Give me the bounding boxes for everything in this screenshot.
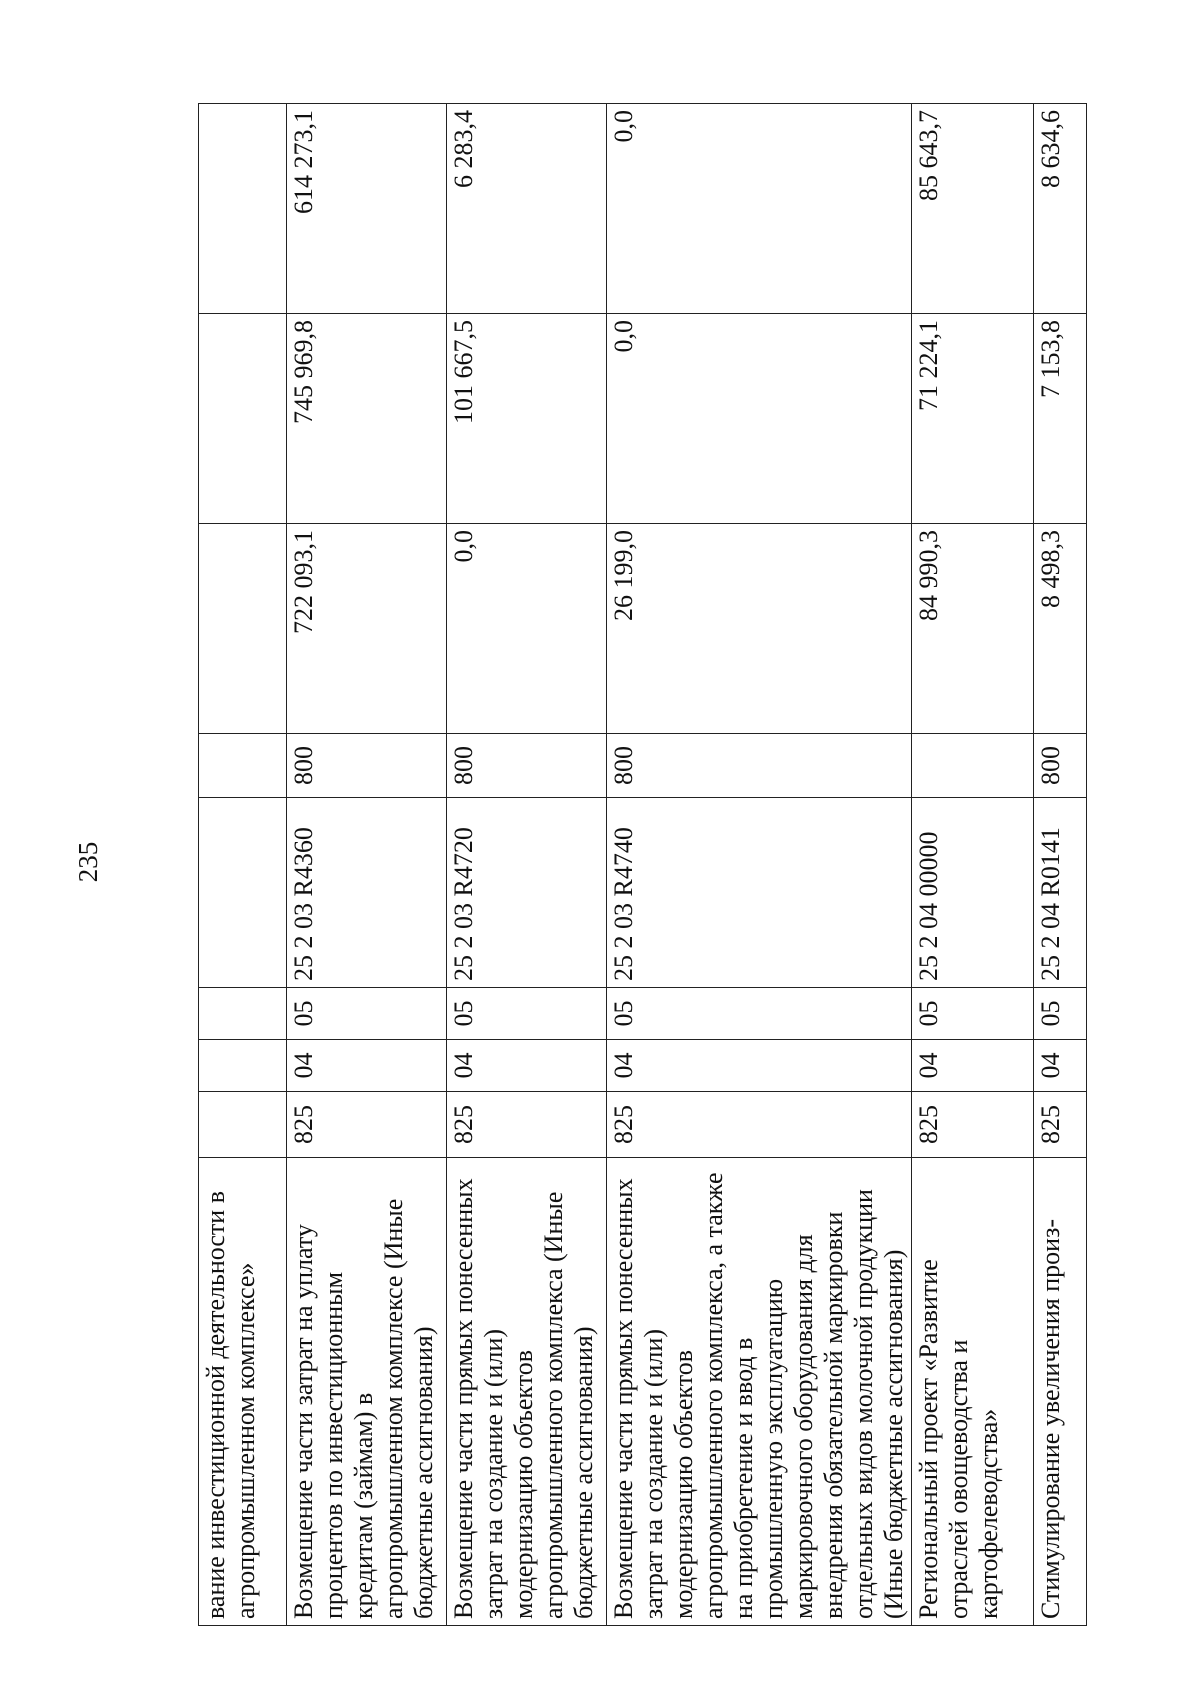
amount-2025-cell: 614 273,1 [287, 104, 447, 314]
ministry-code-cell [199, 1092, 287, 1158]
expense-type-cell: 800 [287, 734, 447, 798]
expense-type-cell [912, 734, 1034, 798]
row-name-cell: Возмещение части прямых понесенных затрат на создание и (или) модернизацию объектов агропромышленного комплекса, а также на приобретение и ввод в промышленную эксплуатацию маркировочного оборудования для внедрения обязательной маркировки отдельных видов молочной продукции (Иные бюджетные ассигнования) [607, 1158, 912, 1626]
target-article-cell: 25 2 03 R4740 [607, 798, 912, 988]
target-article-cell: 25 2 04 00000 [912, 798, 1034, 988]
ministry-code-cell: 825 [1034, 1092, 1087, 1158]
ministry-code-cell: 825 [912, 1092, 1034, 1158]
amount-2024-cell [199, 314, 287, 524]
budget-table [198, 103, 1087, 1626]
ministry-code-cell: 825 [447, 1092, 607, 1158]
amount-2024-cell: 7 153,8 [1034, 314, 1087, 524]
expense-type-cell [199, 734, 287, 798]
row-name-cell: Стимулирование увеличения произ- [1034, 1158, 1087, 1626]
table-row [447, 104, 607, 1626]
ministry-code-cell: 825 [607, 1092, 912, 1158]
target-article-cell [199, 798, 287, 988]
section-code-cell [199, 1040, 287, 1092]
section-code-cell: 04 [447, 1040, 607, 1092]
table-row [607, 104, 912, 1626]
amount-2024-cell: 745 969,8 [287, 314, 447, 524]
subsection-code-cell: 05 [1034, 988, 1087, 1040]
table-row [1034, 104, 1087, 1626]
amount-2023-cell: 0,0 [447, 524, 607, 734]
section-code-cell: 04 [912, 1040, 1034, 1092]
amount-2024-cell: 71 224,1 [912, 314, 1034, 524]
subsection-code-cell [199, 988, 287, 1040]
amount-2023-cell: 84 990,3 [912, 524, 1034, 734]
amount-2025-cell: 85 643,7 [912, 104, 1034, 314]
target-article-cell: 25 2 04 R0141 [1034, 798, 1087, 988]
expense-type-cell: 800 [607, 734, 912, 798]
subsection-code-cell: 05 [607, 988, 912, 1040]
row-name-cell: Возмещение части прямых понесенных затрат на создание и (или) модернизацию объектов агропромышленного комплекса (Иные бюджетные ассигнования) [447, 1158, 607, 1626]
amount-2025-cell: 6 283,4 [447, 104, 607, 314]
ministry-code-cell: 825 [287, 1092, 447, 1158]
section-code-cell: 04 [287, 1040, 447, 1092]
amount-2023-cell: 722 093,1 [287, 524, 447, 734]
amount-2023-cell [199, 524, 287, 734]
amount-2025-cell: 8 634,6 [1034, 104, 1087, 314]
subsection-code-cell: 05 [912, 988, 1034, 1040]
expense-type-cell: 800 [1034, 734, 1087, 798]
amount-2023-cell: 26 199,0 [607, 524, 912, 734]
target-article-cell: 25 2 03 R4720 [447, 798, 607, 988]
amount-2025-cell [199, 104, 287, 314]
page-number: 235 [73, 841, 103, 883]
amount-2025-cell: 0,0 [607, 104, 912, 314]
subsection-code-cell: 05 [447, 988, 607, 1040]
row-name-cell: Возмещение части затрат на уплату процентов по инвестиционным кредитам (займам) в агропромышленном комплексе (Иные бюджетные ассигнования) [287, 1158, 447, 1626]
row-name-cell: Региональный проект «Развитие отраслей овощеводства и картофелеводства» [912, 1158, 1034, 1626]
amount-2024-cell: 101 667,5 [447, 314, 607, 524]
subsection-code-cell: 05 [287, 988, 447, 1040]
section-code-cell: 04 [607, 1040, 912, 1092]
row-name-cell: вание инвестиционной деятельности в агропромышленном комплексе» [199, 1158, 287, 1626]
amount-2024-cell: 0,0 [607, 314, 912, 524]
amount-2023-cell: 8 498,3 [1034, 524, 1087, 734]
target-article-cell: 25 2 03 R4360 [287, 798, 447, 988]
section-code-cell: 04 [1034, 1040, 1087, 1092]
rotated-page-content [198, 104, 1079, 1626]
table-row [199, 104, 287, 1626]
table-row [912, 104, 1034, 1626]
table-row [287, 104, 447, 1626]
expense-type-cell: 800 [447, 734, 607, 798]
